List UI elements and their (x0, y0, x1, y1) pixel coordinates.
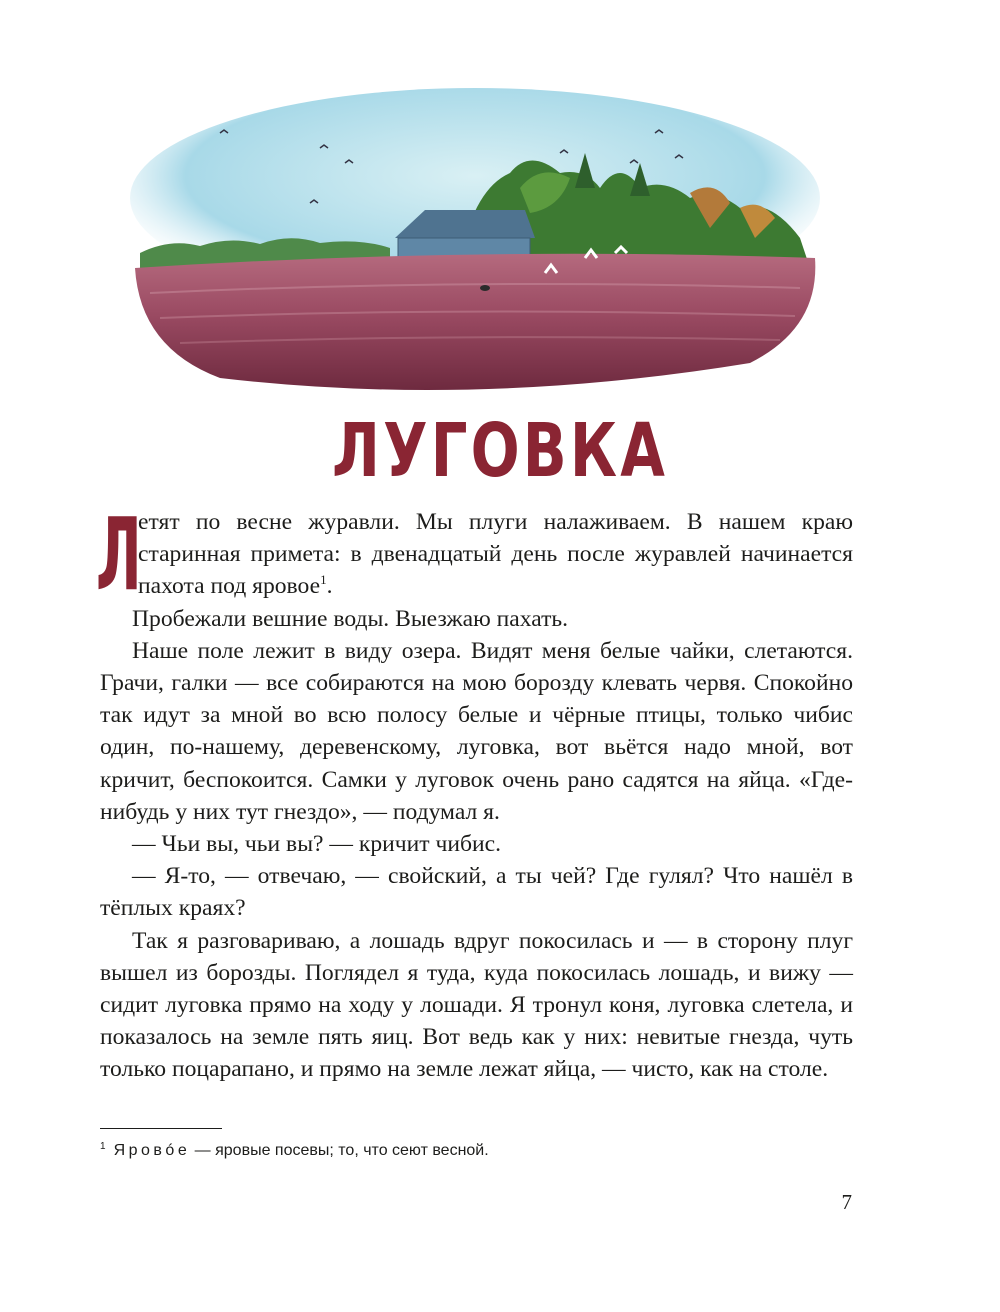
paragraph-4: — Чьи вы, чьи вы? — кричит чибис. (132, 831, 501, 858)
dropcap-wrapper (96, 496, 142, 613)
footnote-term: Яровóе (113, 1142, 191, 1159)
dropcap-letter: Л (96, 496, 142, 613)
field-illustration (130, 78, 820, 398)
footnote (100, 1140, 800, 1162)
chapter-title: ЛУГОВКА (332, 408, 668, 494)
footnote-number: 1 (100, 1140, 106, 1152)
footnote-definition: — яровые посевы; то, что сеют весной. (190, 1142, 489, 1159)
page-number: 7 (841, 1190, 852, 1214)
paragraph-3: Наше поле лежит в виду озера. Видят меня белые чайки, слетаются. Грачи, галки — все собираются на мою борозду клевать червя. Спокойно так идут за мной во всю полосу белые и чёрные птицы, только чибис один, по-нашему, деревенскому, луговка, вот вьётся надо мной, вот кричит, беспокоится. Самки у луговок очень рано садятся на яйца. «Где-нибудь у них тут гнездо», — подумал я. (100, 637, 853, 825)
story-text (96, 496, 853, 1086)
paragraph-1 (96, 496, 853, 613)
paragraph-6: Так я разговариваю, а лошадь вдруг покосилась и — в сторону плуг вышел из борозды. Поглядел я туда, куда покосилась лошадь, и вижу — сидит луговка прямо на ходу у лошади. Я тронул коня, луговка слетела, и показалось на земле пять яиц. Вот ведь как у них: невитые гнезда, чуть только поцарапано, и прямо на земле лежат яйца, — чисто, как на столе. (100, 927, 853, 1083)
paragraph-1-end: . (326, 573, 333, 600)
landscape-drawing (130, 78, 820, 398)
paragraph-1-text: етят по весне журавли. Мы плуги налаживаем. В нашем краю старинная примета: в двенадцатый день после журавлей начинается пахота под яровое (138, 509, 853, 600)
paragraph-5: — Я-то, — отвечаю, — свойский, а ты чей? Где гулял? Что нашёл в тёплых краях? (100, 863, 853, 922)
footnote-ref[interactable]: 1 (320, 572, 327, 588)
footnote-divider (100, 1128, 222, 1129)
paragraph-2: Пробежали вешние воды. Выезжаю пахать. (132, 605, 569, 632)
